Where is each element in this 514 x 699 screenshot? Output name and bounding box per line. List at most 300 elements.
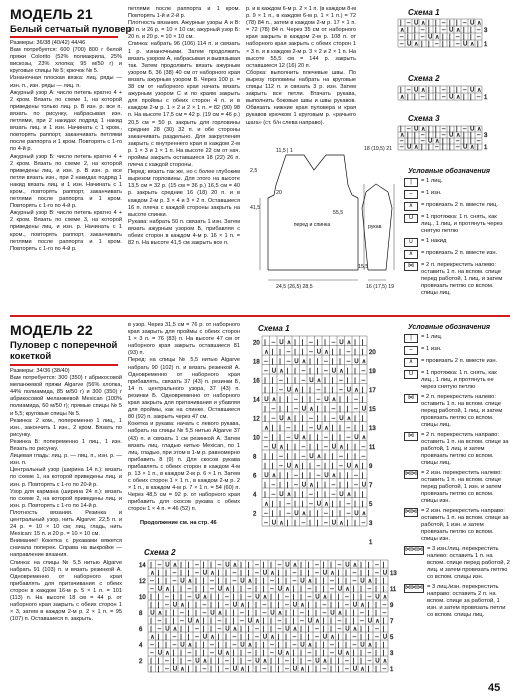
stitch-symbol: | <box>247 610 250 617</box>
stitch-symbol: | <box>279 397 281 403</box>
dim-label: 15,5 <box>358 264 369 270</box>
stitch-symbol: ∧ <box>339 444 344 451</box>
legend-item <box>404 358 510 367</box>
stitch-symbol: ∧ <box>331 473 337 479</box>
stitch-symbol: | <box>309 444 311 451</box>
stitch-symbol: ∧ <box>421 20 426 27</box>
stitch-symbol: ∧ <box>324 425 329 432</box>
stitch-symbol: | <box>301 397 304 403</box>
stitch-symbol: | <box>271 501 274 508</box>
stitch-symbol: U <box>449 27 454 34</box>
stitch-symbol: – <box>442 20 446 27</box>
stitch-symbol: – <box>217 618 222 625</box>
stitch-symbol: – <box>180 618 184 625</box>
stitch-symbol: ∧ <box>285 586 290 593</box>
stitch-symbol: | <box>180 634 182 641</box>
stitch-symbol: – <box>187 594 192 601</box>
stitch-symbol: | <box>247 626 250 633</box>
stitch-symbol: | <box>354 416 356 422</box>
stitch-symbol: – <box>330 650 334 657</box>
stitch-symbol: – <box>294 406 298 413</box>
stitch-symbol: | <box>286 473 289 479</box>
stitch-symbol: ∧ <box>202 658 208 665</box>
model22-subtitle: Пуловер с поперечной кокеткой <box>10 340 118 362</box>
legend-item <box>404 546 510 581</box>
stitch-symbol: | <box>400 20 402 27</box>
stitch-symbol: | <box>180 650 182 657</box>
stitch-symbol: – <box>165 594 169 601</box>
stitch-symbol: | <box>300 650 302 657</box>
stitch-symbol: | <box>225 578 227 585</box>
stitch-symbol: | <box>262 618 265 625</box>
legend-item <box>404 250 510 259</box>
legend22-title: Условные обозначения <box>408 324 491 331</box>
stitch-symbol: ∧ <box>247 578 253 585</box>
stitch-symbol: U <box>271 520 277 527</box>
stitch-symbol: | <box>301 387 304 394</box>
stitch-symbol: | <box>331 435 334 441</box>
stitch-symbol: | <box>382 586 385 593</box>
stitch-symbol: | <box>339 397 341 403</box>
stitch-symbol: | <box>187 666 190 673</box>
stitch-symbol: | <box>277 666 280 673</box>
stitch-symbol: | <box>449 20 451 27</box>
stitch-symbol: – <box>271 416 276 422</box>
stitch-symbol: | <box>294 501 296 508</box>
stitch-symbol: | <box>360 634 362 641</box>
stitch-symbol: U <box>255 594 260 601</box>
stitch-symbol: | <box>315 602 317 609</box>
stitch-symbol: | <box>309 397 311 403</box>
stitch-symbol: | <box>240 586 242 593</box>
stitch-symbol: | <box>331 463 334 470</box>
stitch-symbol: | <box>294 368 296 375</box>
stitch-symbol: | <box>316 368 319 375</box>
stitch-symbol: U <box>294 511 299 517</box>
stitch-symbol: U <box>315 658 320 665</box>
stitch-symbol: | <box>264 463 266 470</box>
stitch-symbol: | <box>210 594 212 601</box>
stitch-symbol: U <box>414 20 419 27</box>
legend-item <box>404 508 510 543</box>
stitch-symbol: | <box>345 578 347 585</box>
stitch-symbol: | <box>354 444 356 451</box>
stitch-symbol: U <box>324 397 329 403</box>
stitch-symbol: | <box>361 425 364 432</box>
stitch-symbol: ∧ <box>414 41 419 48</box>
stitch-symbol: – <box>477 34 481 41</box>
stitch-symbol: U <box>150 610 155 617</box>
stitch-symbol: – <box>316 473 321 479</box>
stitch-symbol: | <box>247 602 250 609</box>
legend-item <box>404 262 510 297</box>
stitch-symbol: – <box>324 435 328 441</box>
stitch-symbol: | <box>435 94 437 101</box>
stitch-symbol: | <box>255 586 257 593</box>
stitch-symbol: – <box>195 626 199 633</box>
stitch-symbol: – <box>354 473 358 479</box>
stitch-symbol: | <box>202 642 205 649</box>
stitch-symbol: ∧ <box>330 634 335 641</box>
stitch-symbol: ∧ <box>210 634 215 641</box>
stitch-symbol: | <box>255 650 257 657</box>
stitch-symbol: | <box>463 94 465 101</box>
stitch-symbol: – <box>300 610 304 617</box>
stitch-symbol: | <box>367 666 370 673</box>
stitch-symbol: – <box>264 435 268 441</box>
stitch-symbol: – <box>202 610 207 617</box>
stitch-symbol: | <box>240 634 242 641</box>
stitch-symbol: | <box>331 387 334 394</box>
stitch-symbol: U <box>210 610 215 617</box>
stitch-symbol: – <box>316 463 321 470</box>
stitch-symbol: – <box>331 482 336 489</box>
legend-item <box>404 238 510 247</box>
stitch-symbol: U <box>262 570 268 577</box>
stitch-symbol: | <box>435 20 437 27</box>
stitch-symbol: U <box>346 387 352 394</box>
stitch-symbol: ∧ <box>354 463 359 470</box>
stitch-symbol: | <box>337 594 340 601</box>
stitch-symbol: | <box>202 586 205 593</box>
stitch-symbol: | <box>316 340 319 346</box>
stitch-symbol: | <box>428 94 430 101</box>
stitch-symbol: | <box>315 642 317 649</box>
stitch-symbol: | <box>337 570 340 577</box>
stitch-symbol: | <box>217 578 220 585</box>
stitch-symbol: – <box>354 397 358 403</box>
scheme1-chart <box>396 17 508 53</box>
stitch-symbol: | <box>360 586 362 593</box>
stitch-symbol: U <box>337 650 343 657</box>
stitch-symbol: | <box>217 602 220 609</box>
stitch-symbol-icon: | <box>404 334 418 343</box>
stitch-symbol: | <box>172 610 175 617</box>
legend-item <box>404 178 510 187</box>
stitch-symbol: | <box>165 610 167 617</box>
stitch-symbol: | <box>316 444 319 451</box>
stitch-symbol: | <box>375 602 377 609</box>
stitch-symbol: | <box>354 349 356 356</box>
row-number: 3 <box>484 133 488 139</box>
stitch-symbol: | <box>324 387 326 394</box>
row-number: 11 <box>390 587 397 593</box>
stitch-symbol: | <box>195 602 197 609</box>
stitch-symbol: ∧ <box>286 492 292 498</box>
stitch-symbol: | <box>361 492 364 498</box>
stitch-symbol: U <box>292 602 298 609</box>
stitch-symbol: | <box>354 425 356 432</box>
stitch-symbol: | <box>361 397 364 403</box>
stitch-symbol: | <box>180 586 182 593</box>
stitch-symbol: | <box>277 634 280 641</box>
stitch-symbol: ∧ <box>300 602 305 609</box>
scheme22-1-label: Схема 1 <box>258 324 290 333</box>
stitch-symbol: – <box>271 482 276 489</box>
stitch-symbol: | <box>316 416 319 422</box>
legend-item <box>404 202 510 211</box>
stitch-symbol: | <box>346 378 349 384</box>
stitch-symbol: – <box>277 626 282 633</box>
stitch-symbol: | <box>279 482 281 489</box>
stitch-symbol: | <box>210 626 212 633</box>
stitch-symbol: | <box>294 492 296 498</box>
stitch-symbol: | <box>240 626 242 633</box>
stitch-symbol: | <box>322 642 325 649</box>
stitch-symbol: ∧ <box>309 482 314 489</box>
stitch-symbol: U <box>428 34 433 41</box>
stitch-symbol: U <box>271 444 277 451</box>
stitch-symbol: | <box>477 144 479 151</box>
stitch-symbol: | <box>150 666 152 673</box>
stitch-symbol: | <box>414 132 416 139</box>
stitch-symbol: | <box>331 359 334 365</box>
stitch-symbol: U <box>240 578 245 585</box>
stitch-symbol: U <box>301 406 307 413</box>
legend-item <box>404 470 510 505</box>
stitch-symbol: | <box>217 642 220 649</box>
row-number: 10 <box>253 435 260 442</box>
scheme22-2-chart <box>136 558 398 676</box>
stitch-symbol: – <box>316 397 321 403</box>
dim-label: 20 <box>276 190 282 196</box>
stitch-symbol: | <box>435 126 437 133</box>
stitch-symbol: | <box>301 501 304 508</box>
stitch-symbol: – <box>264 444 268 451</box>
stitch-symbol: – <box>195 634 199 641</box>
stitch-symbol: – <box>262 602 267 609</box>
stitch-symbol: | <box>414 94 416 101</box>
stitch-symbol: – <box>324 359 328 365</box>
stitch-symbol: | <box>316 359 319 365</box>
row-number: 7 <box>390 619 394 625</box>
stitch-symbol: | <box>300 586 302 593</box>
stitch-symbol: – <box>247 650 252 657</box>
stitch-symbol: U <box>217 586 223 593</box>
stitch-symbol: | <box>187 610 190 617</box>
row-number: 12 <box>139 579 146 585</box>
stitch-symbol: U <box>316 425 322 432</box>
stitch-symbol: U <box>375 594 380 601</box>
stitch-symbol: – <box>225 658 229 665</box>
stitch-symbol: – <box>421 27 425 34</box>
stitch-symbol: ∧ <box>301 511 307 517</box>
stitch-symbol: – <box>270 578 274 585</box>
stitch-symbol: U <box>352 602 358 609</box>
stitch-symbol: – <box>322 602 327 609</box>
stitch-symbol: – <box>309 425 313 432</box>
stitch-symbol: | <box>428 144 430 151</box>
stitch-symbol: ∧ <box>345 650 350 657</box>
stitch-symbol: | <box>247 666 250 673</box>
stitch-symbol-icon: ∧ <box>404 358 418 367</box>
stitch-symbol: | <box>339 501 341 508</box>
stitch-symbol: | <box>279 359 281 365</box>
stitch-symbol: – <box>232 570 237 577</box>
stitch-symbol: | <box>262 626 265 633</box>
stitch-symbol: | <box>339 359 341 365</box>
stitch-symbol: ∧ <box>187 578 193 585</box>
stitch-symbol: | <box>294 425 296 432</box>
stitch-symbol: U <box>180 578 185 585</box>
stitch-symbol: U <box>217 650 223 657</box>
legend-item <box>404 432 510 467</box>
stitch-symbol: | <box>315 586 317 593</box>
stitch-symbol: | <box>361 473 364 479</box>
stitch-symbol: U <box>463 144 468 151</box>
stitch-symbol: | <box>309 463 311 470</box>
stitch-symbol: | <box>292 658 295 665</box>
stitch-symbol: ∧ <box>315 618 320 625</box>
stitch-symbol: – <box>345 658 349 665</box>
stitch-symbol: | <box>449 34 451 41</box>
stitch-symbol: | <box>300 626 302 633</box>
stitch-symbol: U <box>339 416 344 422</box>
stitch-symbol: | <box>435 132 437 139</box>
stitch-symbol: | <box>346 520 349 527</box>
stitch-symbol: | <box>247 570 250 577</box>
stitch-symbol: – <box>187 586 192 593</box>
stitch-symbol: – <box>271 492 276 498</box>
stitch-symbol: ∧ <box>271 473 277 479</box>
row-number: 1 <box>484 42 488 48</box>
stitch-symbol: | <box>165 570 167 577</box>
stitch-symbol: | <box>262 578 265 585</box>
dim-label: 11,5 | 1 <box>276 148 293 154</box>
stitch-symbol: – <box>477 27 481 34</box>
stitch-symbol: | <box>240 658 242 665</box>
stitch-symbol: – <box>330 578 334 585</box>
stitch-symbol: | <box>331 501 334 508</box>
stitch-symbol: | <box>187 626 190 633</box>
stitch-symbol: ∧ <box>286 416 292 422</box>
stitch-symbol: – <box>217 562 222 569</box>
stitch-symbol: | <box>270 602 272 609</box>
stitch-symbol: U <box>345 562 350 569</box>
stitch-symbol: – <box>195 570 199 577</box>
stitch-symbol: | <box>470 27 472 34</box>
stitch-symbol: | <box>463 132 465 139</box>
stitch-symbol: U <box>324 473 329 479</box>
stitch-symbol: ∧ <box>352 626 358 633</box>
stitch-symbol: | <box>456 20 458 27</box>
stitch-symbol: ∧ <box>316 454 322 460</box>
stitch-symbol: | <box>294 416 296 422</box>
stitch-symbol: | <box>172 658 175 665</box>
stitch-symbol: | <box>150 594 152 601</box>
legend-item <box>404 346 510 355</box>
stitch-symbol: ∧ <box>255 618 260 625</box>
stitch-symbol: | <box>375 650 377 657</box>
stitch-symbol: – <box>352 570 357 577</box>
stitch-symbol: – <box>421 138 425 145</box>
stitch-symbol: | <box>346 473 349 479</box>
stitch-symbol: | <box>285 578 287 585</box>
stitch-symbol: – <box>301 368 306 375</box>
stitch-symbol: | <box>195 642 197 649</box>
stitch-symbol: | <box>264 416 266 422</box>
stitch-symbol: | <box>301 463 304 470</box>
stitch-symbol: – <box>309 349 313 356</box>
stitch-symbol: | <box>202 650 205 657</box>
stitch-symbol: | <box>172 618 175 625</box>
stitch-symbol: | <box>309 511 311 517</box>
stitch-symbol: | <box>172 650 175 657</box>
stitch-symbol: – <box>255 626 259 633</box>
stitch-symbol: | <box>470 94 472 101</box>
stitch-symbol: | <box>330 594 332 601</box>
stitch-symbol: ∧ <box>352 562 358 569</box>
stitch-symbol: | <box>435 87 437 94</box>
stitch-symbol: U <box>165 562 170 569</box>
stitch-symbol: ∧ <box>360 602 365 609</box>
stitch-symbol: – <box>285 658 289 665</box>
stitch-symbol: – <box>435 144 439 151</box>
stitch-symbol: ∧ <box>477 126 482 133</box>
legend-text: = 2 п. перекрестить направо: оставить 1 п. на вспом. спице за работой, 1 лиц. и затем провязать петлю со вспом. спицы лиц. <box>421 432 509 466</box>
stitch-symbol: – <box>309 492 313 498</box>
stitch-symbol: – <box>150 642 154 649</box>
legend-text: = 1 накид <box>421 238 447 244</box>
stitch-symbol: – <box>400 144 404 151</box>
stitch-symbol: | <box>470 138 472 145</box>
stitch-symbol: | <box>322 562 325 569</box>
stitch-symbol: | <box>470 132 472 139</box>
stitch-symbol: U <box>285 562 290 569</box>
stitch-symbol: | <box>255 578 257 585</box>
stitch-symbol: | <box>264 492 266 498</box>
stitch-symbol: ∧ <box>264 425 269 432</box>
stitch-symbol: | <box>337 602 340 609</box>
model22-title: МОДЕЛЬ 22 <box>10 322 93 338</box>
stitch-symbol: – <box>172 642 177 649</box>
stitch-symbol: | <box>309 368 311 375</box>
legend21-title: Условные обозначения <box>408 168 491 175</box>
stitch-symbol: | <box>301 492 304 498</box>
stitch-symbol: ∧ <box>470 41 475 48</box>
stitch-symbol: | <box>294 349 296 356</box>
stitch-symbol: – <box>157 562 162 569</box>
stitch-symbol: | <box>354 454 356 460</box>
stitch-symbol: ∧ <box>307 642 313 649</box>
stitch-symbol: – <box>247 658 252 665</box>
stitch-symbol: U <box>307 618 313 625</box>
stitch-symbol: ∧ <box>337 610 343 617</box>
stitch-symbol: – <box>463 87 467 94</box>
stitch-symbol: | <box>477 41 479 48</box>
stitch-symbol: U <box>285 626 290 633</box>
stitch-symbol: – <box>232 634 237 641</box>
stitch-symbol: | <box>407 27 409 34</box>
stitch-symbol: | <box>262 642 265 649</box>
stitch-symbol: ∧ <box>367 642 373 649</box>
stitch-symbol: U <box>195 594 200 601</box>
stitch-symbol: | <box>195 578 197 585</box>
stitch-symbol: | <box>315 610 317 617</box>
row-number: 6 <box>139 627 143 633</box>
stitch-symbol: | <box>270 618 272 625</box>
stitch-symbol: | <box>262 650 265 657</box>
legend-item <box>404 394 510 429</box>
stitch-symbol: U <box>202 570 208 577</box>
stitch-symbol: | <box>354 520 356 527</box>
stitch-symbol: ∧ <box>262 658 268 665</box>
stitch-symbol: | <box>367 602 370 609</box>
stitch-symbol: – <box>339 378 343 384</box>
row-number: 15 <box>369 407 376 413</box>
stitch-symbol: U <box>470 20 475 27</box>
stitch-symbol: – <box>180 610 184 617</box>
